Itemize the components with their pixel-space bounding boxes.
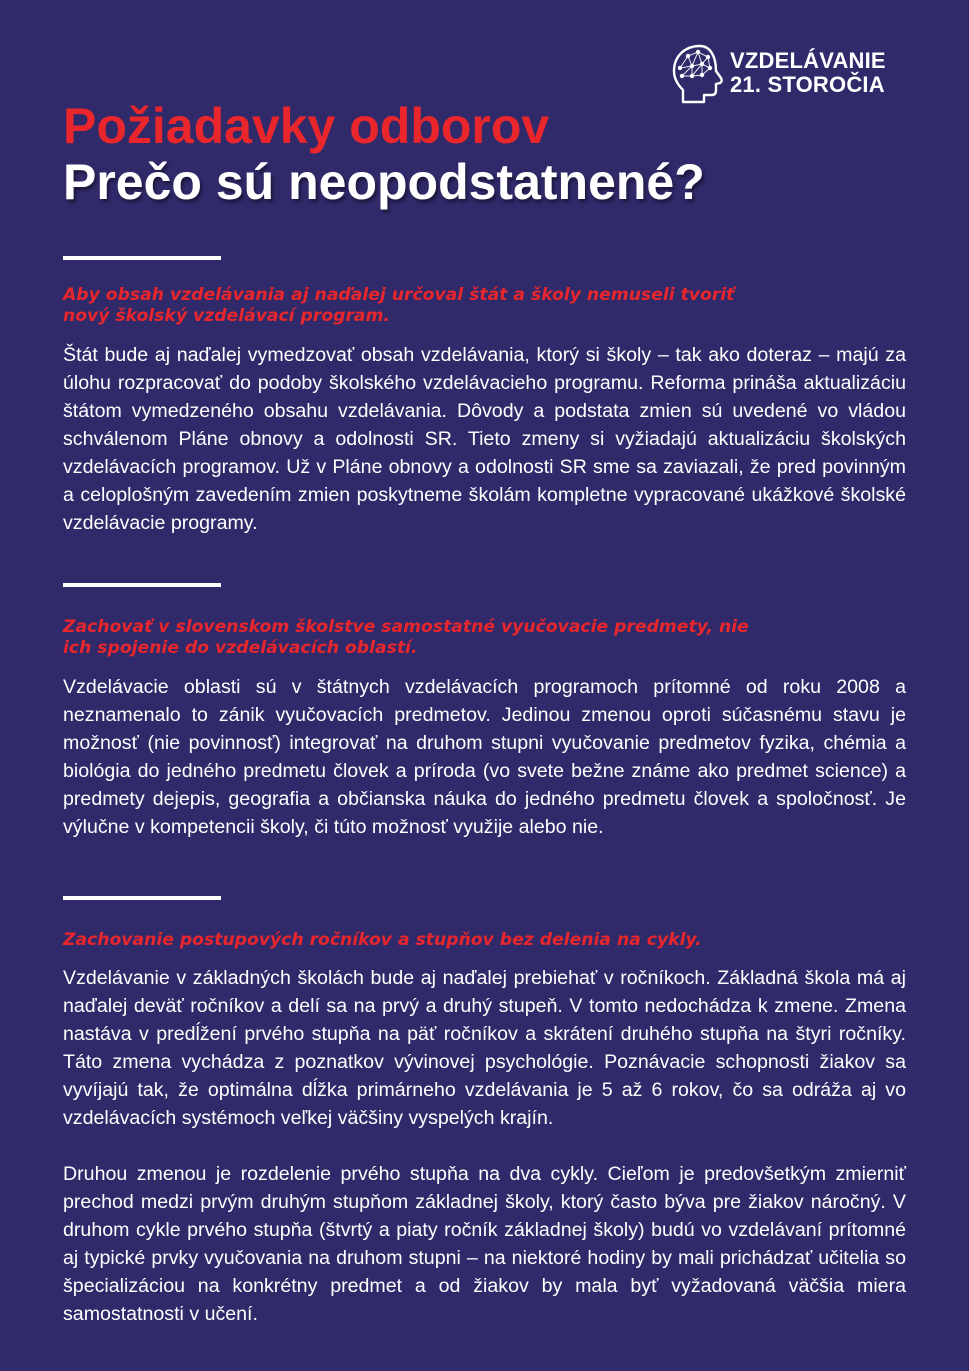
section-1-paragraph: Štát bude aj naďalej vymedzovať obsah vzdelávania, ktorý si školy – tak ako doteraz – majú za úlohu rozpracovať do podoby školského vzdelávacieho programu. Reforma prináša aktualizáciu štátom vymedzeného obsahu vzdelávania. Dôvody a podstata zmien sú uvedené vo vládou schválenom Pláne obnovy a odolnosti SR. Tieto zmeny si vyžiadajú aktualizáciu školských vzdelávacích programov. Už v Pláne obnovy a odolnosti SR sme sa zaviazali, že pred povinným a celoplošným zavedením zmien poskytneme školám kompletne vypracované ukážkové školské vzdelávacie programy. [63, 344, 906, 534]
brain-head-icon [670, 42, 728, 104]
logo [670, 42, 886, 104]
logo-line2: 21. STOROČIA [730, 72, 885, 97]
section-1-heading: Aby obsah vzdelávania aj naďalej určoval štát a školy nemuseli tvoriť nový školský vzdelávací program. [63, 285, 735, 326]
section-divider [63, 256, 221, 260]
section-2-heading: Zachovať v slovenskom školstve samostatné vyučovacie predmety, nie ich spojenie do vzdelávacích oblastí. [63, 617, 749, 658]
page-title [63, 98, 705, 210]
section-3-heading: Zachovanie postupových ročníkov a stupňov bez delenia na cykly. [63, 930, 702, 950]
title-line2: Prečo sú neopodstatnené? [63, 154, 705, 210]
title-line1: Požiadavky odborov [63, 98, 550, 154]
logo-line1: VZDELÁVANIE [730, 48, 886, 73]
section-2-paragraph: Vzdelávacie oblasti sú v štátnych vzdelávacích programoch prítomné od roku 2008 a neznamenalo to zánik vyučovacích predmetov. Jedinou zmenou oproti súčasnému stavu je možnosť (nie povinnosť) integrovať na druhom stupni vyučovanie predmetov fyzika, chémia a biológia do jedného predmetu človek a príroda (vo svete bežne známe ako predmet science) a predmety dejepis, geografia a občianska náuka do jedného predmetu človek a spoločnosť. Je výlučne v kompetencii školy, či túto možnosť využije alebo nie. [63, 676, 906, 838]
section-divider [63, 583, 221, 587]
section-divider [63, 896, 221, 900]
section-3-paragraph-2: Druhou zmenou je rozdelenie prvého stupňa na dva cykly. Cieľom je predovšetkým zmierniť prechod medzi prvým druhým stupňom základnej školy, ktorý často býva pre žiakov náročný. V druhom cykle prvého stupňa (štvrtý a piaty ročník základnej školy) budú vo vzdelávaní prítomné aj typické prvky vyučovania na druhom stupni – na niektoré hodiny by mali prichádzať učitelia so špecializáciou na konkrétny predmet a od žiakov by mala byť vyžadovaná väčšia miera samostatnosti v učení. [63, 1163, 906, 1325]
section-3-paragraph-1: Vzdelávanie v základných školách bude aj naďalej prebiehať v ročníkoch. Základná škola má aj naďalej deväť ročníkov a delí sa na prvý a druhý stupeň. V tomto nedochádza k zmene. Zmena nastáva v predĺžení prvého stupňa na päť ročníkov a skrátení druhého stupňa na štyri ročníky. Táto zmena vychádza z poznatkov vývinovej psychológie. Poznávacie schopnosti žiakov sa vyvíjajú tak, že optimálna dĺžka primárneho vzdelávania je 5 až 6 rokov, čo sa odráža aj vo vzdelávacích systémoch veľkej väčšiny vyspelých krajín. [63, 967, 906, 1129]
